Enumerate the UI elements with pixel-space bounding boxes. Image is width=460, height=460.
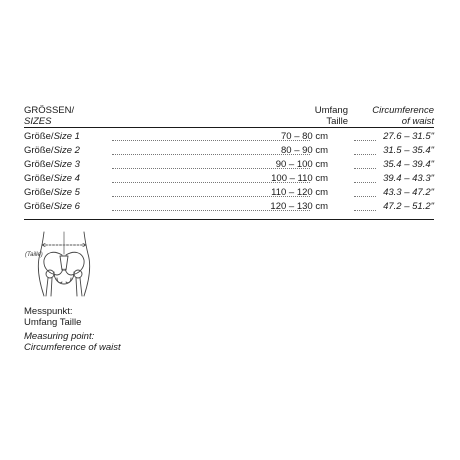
size-cm: 90 – 100 cm xyxy=(275,159,328,170)
size-label: Größe/Size 2 xyxy=(24,145,80,156)
sizes-header xyxy=(24,105,74,127)
leader-dots xyxy=(354,210,376,211)
size-inch: 27.6 – 31.5" xyxy=(383,131,434,142)
measuring-point-caption-en xyxy=(24,331,121,353)
size-row xyxy=(24,159,434,171)
waist-header-de-line2: Taille xyxy=(326,116,348,127)
waist-header-en-line1: Circumference xyxy=(372,105,434,116)
leader-dots xyxy=(354,196,376,197)
size-inch: 43.3 – 47.2" xyxy=(383,187,434,198)
size-row xyxy=(24,201,434,213)
waist-header-en xyxy=(372,105,434,127)
size-inch: 35.4 – 39.4" xyxy=(383,159,434,170)
size-label: Größe/Size 6 xyxy=(24,201,80,212)
caption-de-line2: Umfang Taille xyxy=(24,317,82,328)
waist-header-de-line1: Umfang xyxy=(314,105,348,116)
sizes-header-de: GRÖSSEN/ xyxy=(24,105,75,116)
size-row xyxy=(24,173,434,185)
waist-label: (Taille) xyxy=(25,252,43,258)
size-label: Größe/Size 3 xyxy=(24,159,80,170)
size-label: Größe/Size 1 xyxy=(24,131,80,142)
leader-dots xyxy=(354,168,376,169)
size-cm: 110 – 120 cm xyxy=(271,187,328,198)
size-inch: 39.4 – 43.3" xyxy=(383,173,434,184)
size-row xyxy=(24,145,434,157)
header-divider xyxy=(24,127,434,128)
size-inch: 47.2 – 51.2" xyxy=(383,201,434,212)
leader-dots xyxy=(354,154,376,155)
leader-dots xyxy=(354,140,376,141)
sizes-header-en: SIZES xyxy=(24,116,52,127)
size-inch: 31.5 – 35.4" xyxy=(383,145,434,156)
pelvis-measurement-icon xyxy=(24,228,104,298)
table-bottom-divider xyxy=(24,219,434,220)
measuring-point-caption-de xyxy=(24,306,81,328)
leader-dots xyxy=(354,182,376,183)
size-row xyxy=(24,131,434,143)
size-row xyxy=(24,187,434,199)
waist-header-de xyxy=(315,105,348,127)
waist-header-en-line2: of waist xyxy=(401,116,434,127)
size-cm: 100 – 110 cm xyxy=(271,173,328,184)
caption-de-line1: Messpunkt: xyxy=(24,306,73,317)
size-label: Größe/Size 4 xyxy=(24,173,80,184)
size-cm: 120 – 130 cm xyxy=(270,201,328,212)
size-cm: 80 – 90 cm xyxy=(281,145,328,156)
caption-en-line1: Measuring point: xyxy=(24,331,95,342)
caption-en-line2: Circumference of waist xyxy=(24,342,121,353)
size-label: Größe/Size 5 xyxy=(24,187,80,198)
size-cm: 70 – 80 cm xyxy=(281,131,328,142)
